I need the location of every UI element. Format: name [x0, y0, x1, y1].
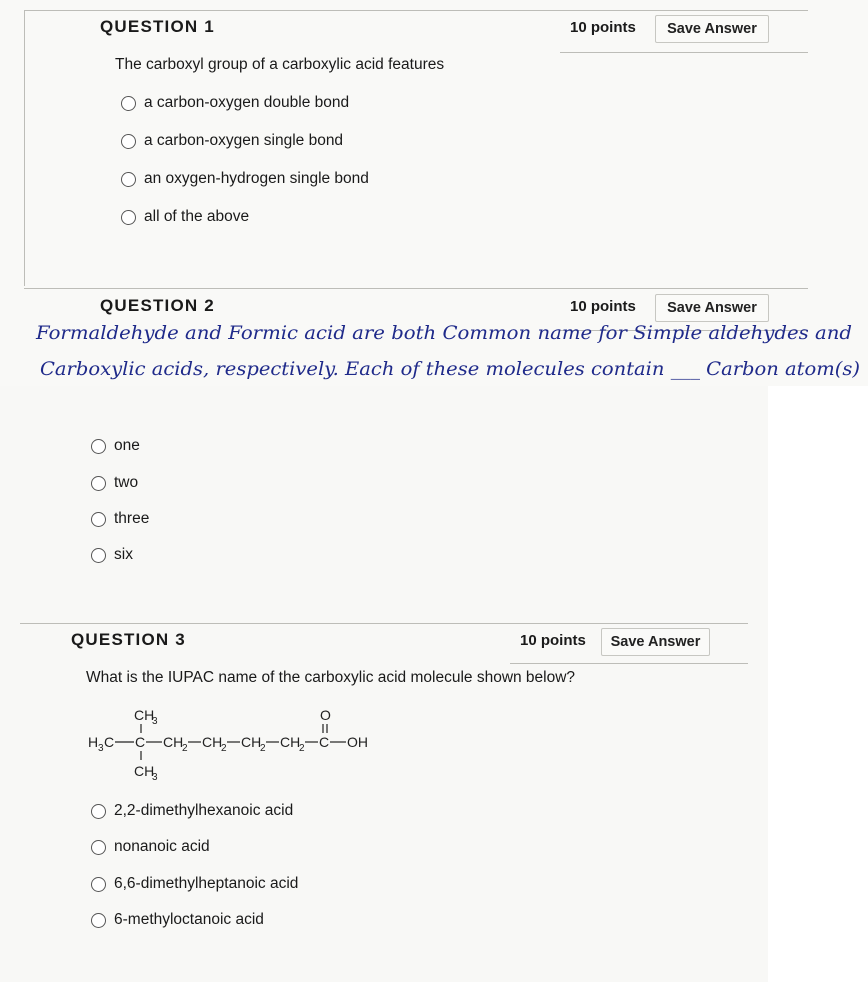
structure-ch2-4-sub: 2 [299, 743, 305, 754]
option-label: six [114, 546, 133, 563]
radio-button[interactable] [91, 877, 106, 892]
structure-ch2-3-sub: 2 [260, 743, 266, 754]
structure-bottom-ch: CH [134, 763, 155, 779]
radio-button[interactable] [121, 134, 136, 149]
option-label: an oxygen-hydrogen single bond [144, 170, 369, 187]
option-label: two [114, 474, 139, 491]
structure-ch2-1: CH [163, 734, 184, 750]
structure-h: H [88, 734, 99, 750]
question-2-points: 10 points [570, 298, 636, 315]
structure-c1: C [104, 734, 115, 750]
radio-button[interactable] [121, 96, 136, 111]
question-3-option-1[interactable] [91, 802, 293, 820]
question-3-option-3[interactable] [91, 875, 298, 893]
option-label: one [114, 437, 140, 454]
structure-ch2-2-sub: 2 [221, 743, 227, 754]
structure-top-ch: CH [134, 707, 155, 723]
question-2-handwritten-prompt [0, 316, 868, 388]
radio-button[interactable] [91, 804, 106, 819]
structure-bottom-ch-sub: 3 [152, 772, 158, 783]
question-3-save-button[interactable]: Save Answer [601, 628, 710, 656]
option-label: 2,2-dimethylhexanoic acid [114, 802, 294, 819]
option-label: three [114, 510, 150, 527]
option-label: a carbon-oxygen double bond [144, 94, 350, 111]
radio-button[interactable] [121, 172, 136, 187]
radio-button[interactable] [91, 548, 106, 563]
question-3-top-border [20, 623, 748, 624]
radio-button[interactable] [91, 913, 106, 928]
structure-ch2-3: CH [241, 734, 262, 750]
structure-c-carboxyl: C [319, 734, 330, 750]
option-label: a carbon-oxygen single bond [144, 132, 344, 149]
radio-button[interactable] [91, 512, 106, 527]
structure-ch2-4: CH [280, 734, 301, 750]
carboxylic-acid-structure [88, 702, 388, 784]
structure-oh: OH [347, 734, 368, 750]
header-underline [560, 52, 808, 53]
panel-left-border [24, 10, 25, 286]
radio-button[interactable] [91, 840, 106, 855]
structure-c2: C [135, 734, 146, 750]
question-2-option-3[interactable] [91, 510, 149, 528]
structure-h-sub: 3 [98, 743, 104, 754]
question-2-title: QUESTION 2 [100, 296, 215, 315]
question-2-options-panel [0, 386, 768, 624]
question-2-top-border [24, 288, 808, 289]
question-3-prompt: What is the IUPAC name of the carboxylic acid molecule shown below? [86, 669, 576, 686]
option-label: 6,6-dimethylheptanoic acid [114, 875, 299, 892]
structure-ch2-2: CH [202, 734, 223, 750]
question-3-panel [0, 620, 768, 982]
question-3-option-4[interactable] [91, 911, 264, 929]
handwritten-line-1: Formaldehyde and Formic acid are both Common name for Simple aldehydes and [34, 322, 852, 344]
option-label: nonanoic acid [114, 838, 210, 855]
question-1-option-1[interactable] [121, 94, 349, 112]
question-2-option-4[interactable] [91, 546, 133, 564]
question-2-save-button[interactable]: Save Answer [655, 294, 769, 322]
question-1-title: QUESTION 1 [100, 17, 215, 36]
question-3-title: QUESTION 3 [71, 630, 186, 649]
radio-button[interactable] [121, 210, 136, 225]
question-1-points: 10 points [570, 19, 636, 36]
question-1-option-3[interactable] [121, 170, 369, 188]
question-2-option-2[interactable] [91, 474, 138, 492]
question-3-points: 10 points [520, 632, 586, 649]
structure-top-ch-sub: 3 [152, 716, 158, 727]
panel-top-border [24, 10, 808, 11]
handwritten-line-2: Carboxylic acids, respectively. Each of these molecules contain ___ Carbon atom(s) [40, 358, 860, 380]
question-3-header-underline [510, 663, 748, 664]
question-2-option-1[interactable] [91, 437, 140, 455]
question-3-option-2[interactable] [91, 838, 210, 856]
option-label: 6-methyloctanoic acid [114, 911, 264, 928]
question-1-option-2[interactable] [121, 132, 343, 150]
option-label: all of the above [144, 208, 250, 225]
question-1-option-4[interactable] [121, 208, 249, 226]
structure-ch2-1-sub: 2 [182, 743, 188, 754]
radio-button[interactable] [91, 476, 106, 491]
question-1-save-button[interactable]: Save Answer [655, 15, 769, 43]
question-1-prompt: The carboxyl group of a carboxylic acid features [115, 56, 445, 73]
structure-carbonyl-o: O [320, 707, 331, 723]
radio-button[interactable] [91, 439, 106, 454]
